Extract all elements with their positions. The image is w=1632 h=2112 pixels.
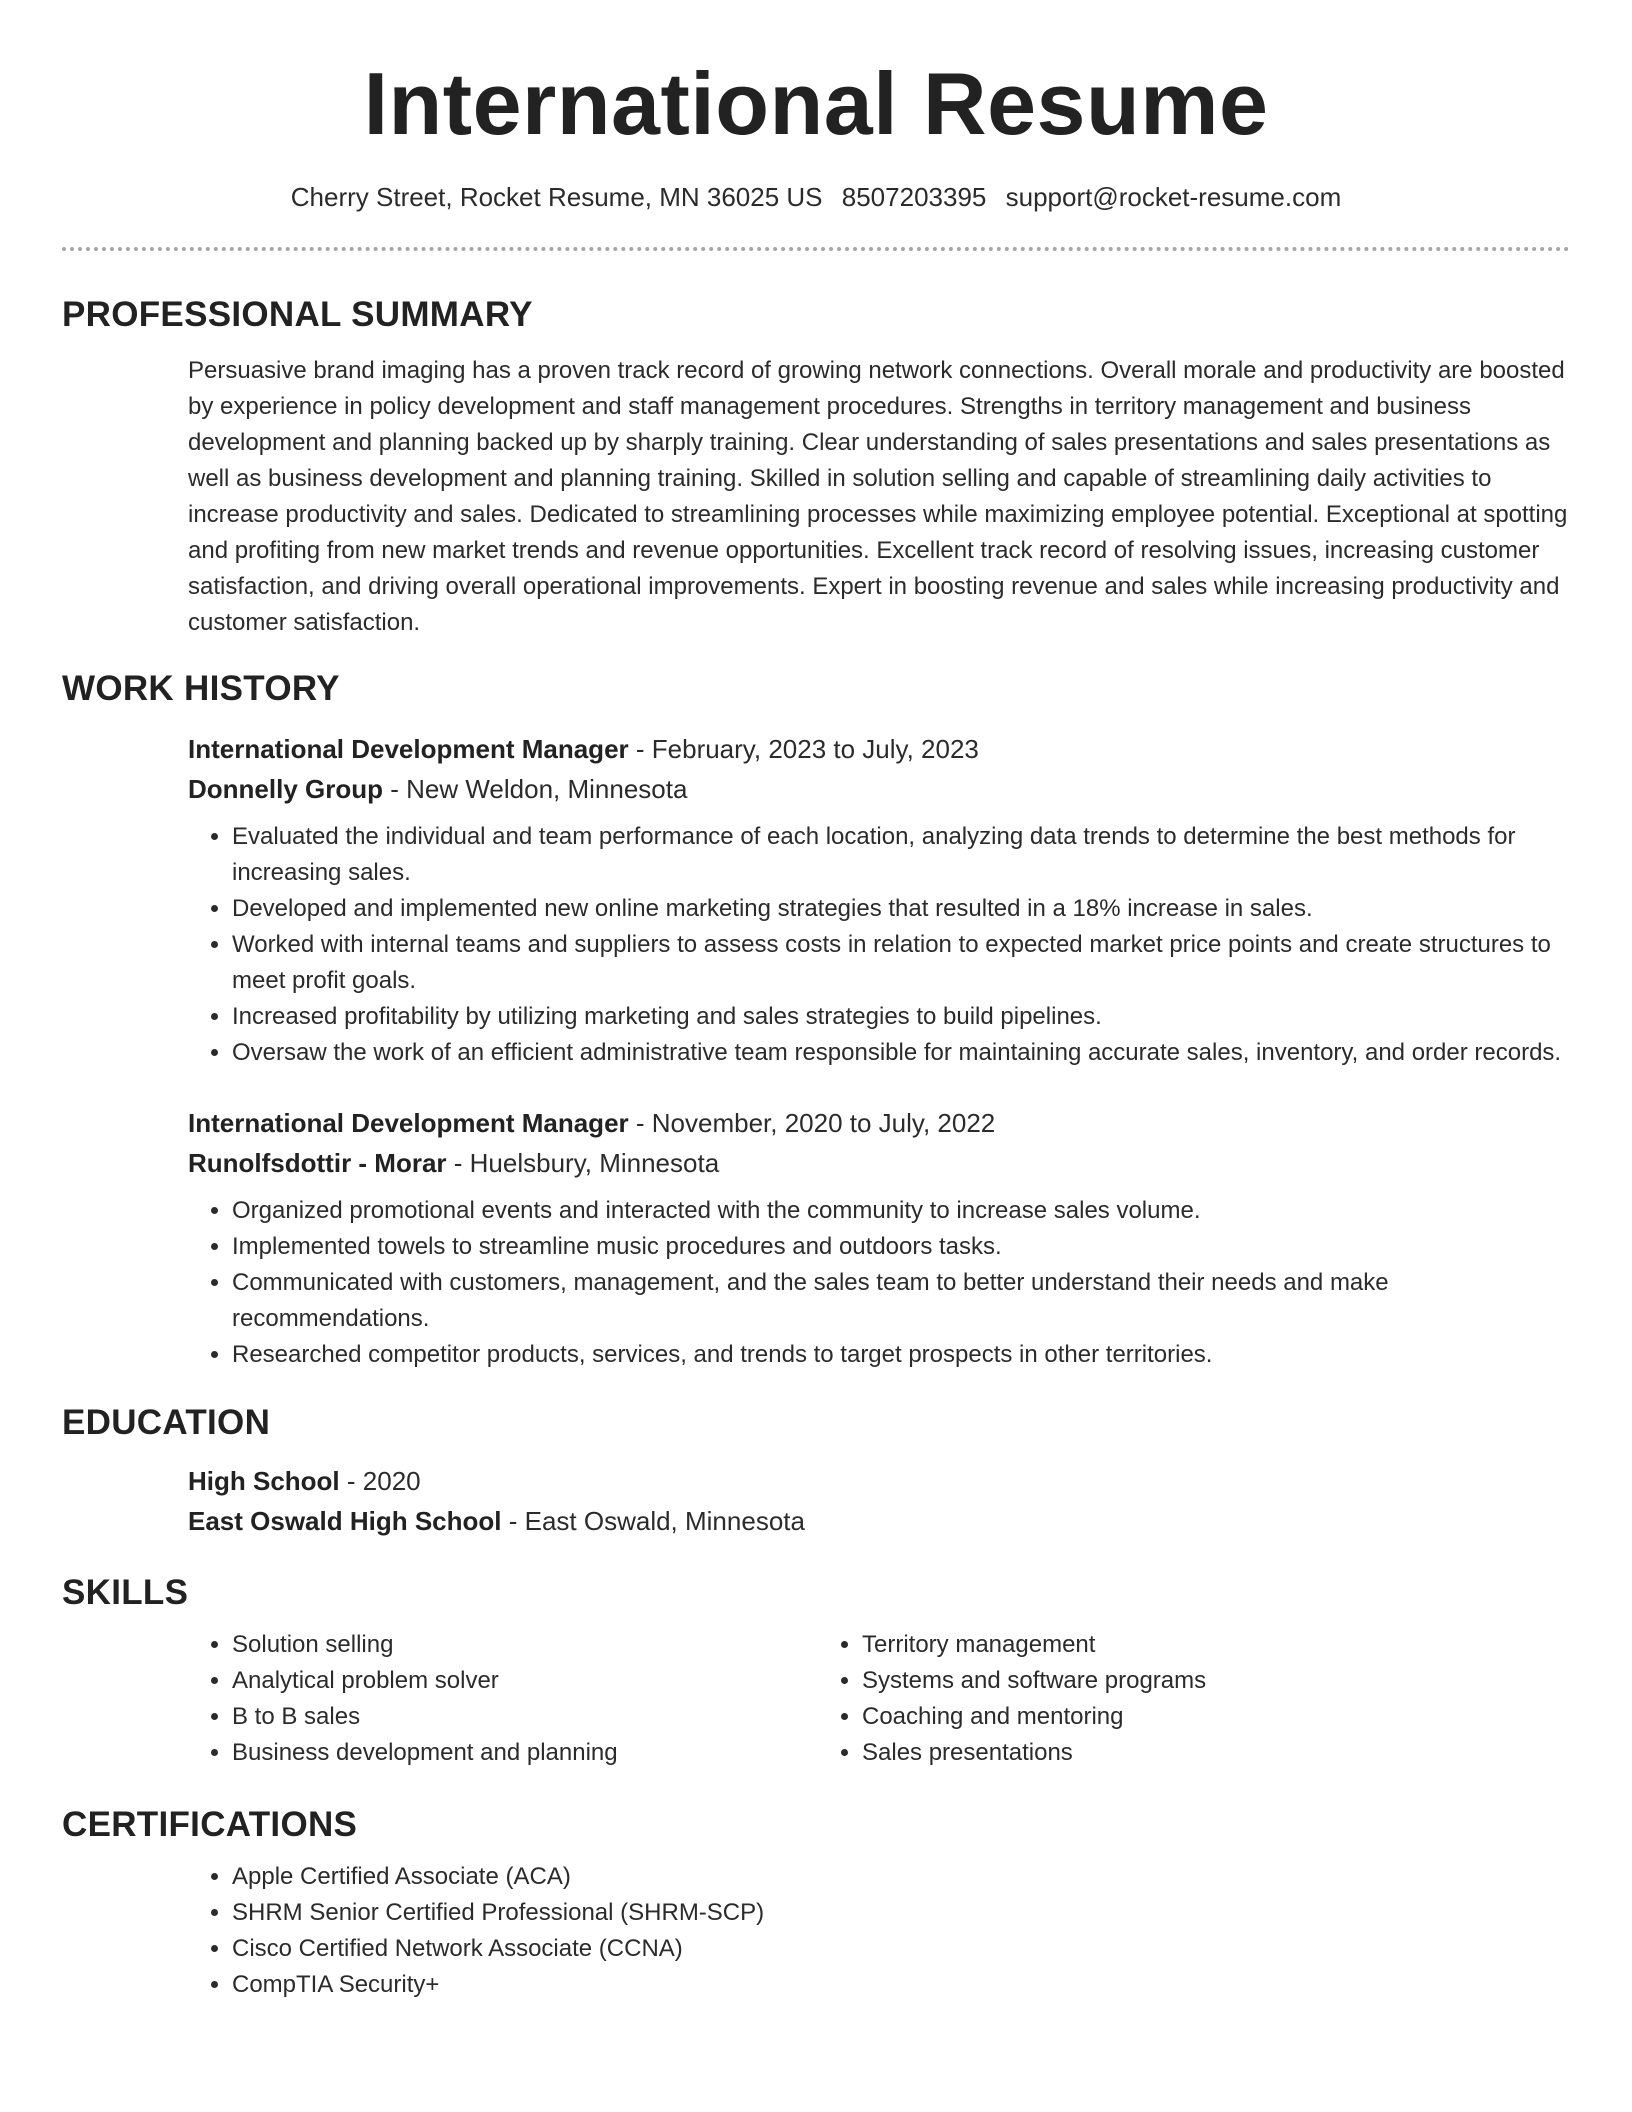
summary-heading: PROFESSIONAL SUMMARY [62, 295, 533, 334]
job-bullet: • Worked with internal teams and suppliers to assess costs in relation to expected market price points and create structures to meet profit goals. [232, 927, 1570, 999]
email-link[interactable]: support@rocket-resume.com [1005, 182, 1342, 212]
degree-line [188, 1461, 1570, 1501]
job-title-line [188, 729, 1570, 769]
job-bullets [188, 819, 1570, 1071]
job-bullets [188, 1193, 1570, 1373]
job-company-line [188, 769, 1570, 809]
job-bullet: • Researched competitor products, services, and trends to target prospects in other territories. [232, 1337, 1570, 1373]
job-bullet: • Evaluated the individual and team performance of each location, analyzing data trends to determine the best methods for increasing sales. [232, 819, 1570, 891]
school-location: - East Oswald, Minnesota [501, 1506, 805, 1536]
skill-item: • Sales presentations [862, 1735, 1448, 1771]
certifications-list [188, 1859, 1570, 2003]
certification-item: • Apple Certified Associate (ACA) [232, 1859, 1570, 1895]
job-company: Runolfsdottir - Morar [188, 1148, 447, 1178]
job-company: Donnelly Group [188, 774, 383, 804]
skills-grid [188, 1627, 1570, 1771]
address-text: Cherry Street, Rocket Resume, MN 36025 US [290, 182, 823, 212]
skill-item: • Business development and planning [232, 1735, 818, 1771]
job-bullet: • Implemented towels to streamline music procedures and outdoors tasks. [232, 1229, 1570, 1265]
skill-item: • Analytical problem solver [232, 1663, 818, 1699]
contact-line [62, 182, 1570, 213]
skills-column-left [188, 1627, 818, 1771]
skill-item: • Territory management [862, 1627, 1448, 1663]
summary-text: Persuasive brand imaging has a proven track record of growing network connections. Overall morale and productivity are boosted by experience in policy development and staff management procedures. Strengths in territory management and business development and planning backed up by sharply training. Clear understanding of sales presentations and sales presentations as well as business development and planning training. Skilled in solution selling and capable of streamlining daily activities to increase productivity and sales. Dedicated to streamlining processes while maximizing employee potential. Exceptional at spotting and profiting from new market trends and revenue opportunities. Excellent track record of resolving issues, increasing customer satisfaction, and driving overall operational improvements. Expert in boosting revenue and sales while increasing productivity and customer satisfaction. [188, 357, 1568, 636]
skill-item: • Coaching and mentoring [862, 1699, 1448, 1735]
job-bullet: • Organized promotional events and interacted with the community to increase sales volume. [232, 1193, 1570, 1229]
job-bullet: • Communicated with customers, management, and the sales team to better understand their needs and make recommendations. [232, 1265, 1570, 1337]
skill-item: • Systems and software programs [862, 1663, 1448, 1699]
certification-item: • SHRM Senior Certified Professional (SHRM-SCP) [232, 1895, 1570, 1931]
skills-column-right [818, 1627, 1448, 1771]
job-bullet: • Oversaw the work of an efficient administrative team responsible for maintaining accurate sales, inventory, and order records. [232, 1035, 1570, 1071]
certification-item: • CompTIA Security+ [232, 1967, 1570, 2003]
skills-heading: SKILLS [62, 1573, 189, 1612]
job-role: International Development Manager [188, 734, 629, 764]
school-line [188, 1501, 1570, 1541]
job-location: - Huelsbury, Minnesota [446, 1148, 720, 1178]
job-bullet: • Developed and implemented new online marketing strategies that resulted in a 18% increase in sales. [232, 891, 1570, 927]
degree-year: - 2020 [339, 1466, 421, 1496]
degree-name: High School [188, 1466, 340, 1496]
resume-name: International Resume [363, 54, 1269, 153]
certification-item: • Cisco Certified Network Associate (CCNA) [232, 1931, 1570, 1967]
job-company-line [188, 1143, 1570, 1183]
phone-text: 8507203395 [841, 182, 987, 212]
job-dates: - February, 2023 to July, 2023 [628, 734, 979, 764]
job-entry [188, 729, 1570, 809]
skill-item: • Solution selling [232, 1627, 818, 1663]
job-bullet: • Increased profitability by utilizing marketing and sales strategies to build pipelines. [232, 999, 1570, 1035]
skill-item: • B to B sales [232, 1699, 818, 1735]
header-divider [62, 247, 1570, 251]
school-name: East Oswald High School [188, 1506, 502, 1536]
certifications-heading: CERTIFICATIONS [62, 1805, 358, 1844]
job-entry [188, 1103, 1570, 1183]
job-location: - New Weldon, Minnesota [383, 774, 688, 804]
education-entry [188, 1461, 1570, 1541]
job-dates: - November, 2020 to July, 2022 [628, 1108, 996, 1138]
job-title-line [188, 1103, 1570, 1143]
job-role: International Development Manager [188, 1108, 629, 1138]
work-history-heading: WORK HISTORY [62, 669, 340, 708]
education-heading: EDUCATION [62, 1403, 271, 1442]
